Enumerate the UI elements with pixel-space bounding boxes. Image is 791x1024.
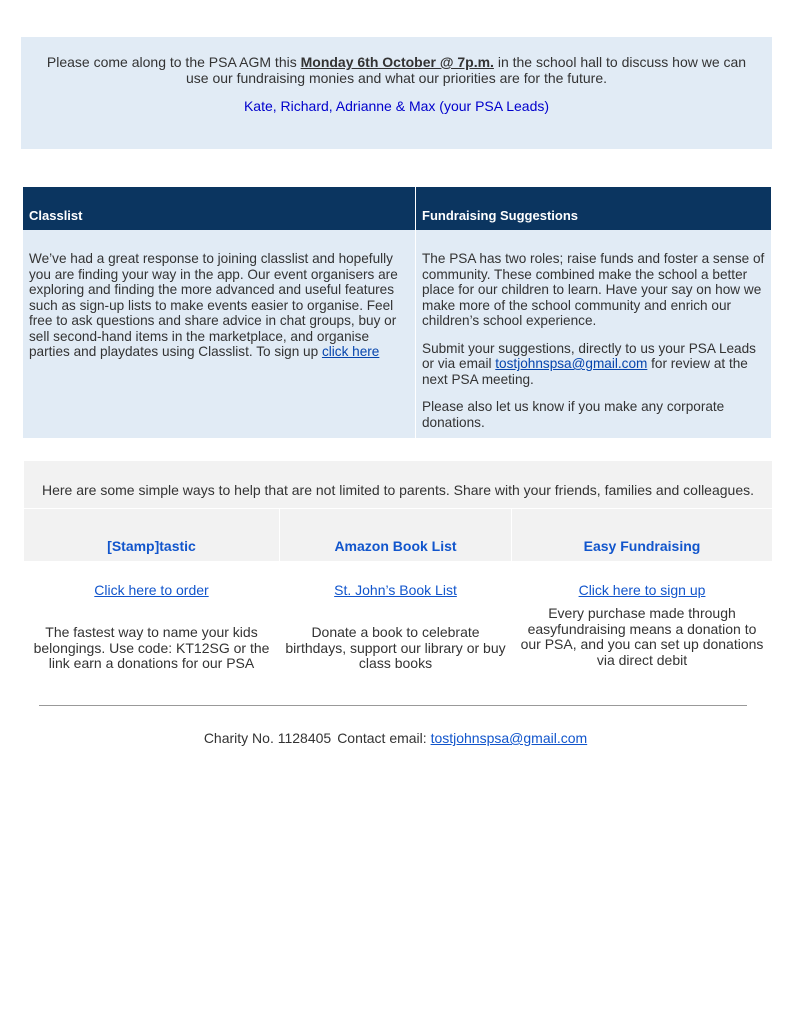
fundraising-body <box>416 230 771 438</box>
easyfundraising-title: Easy Fundraising <box>512 509 772 561</box>
footer-divider <box>39 705 747 706</box>
agm-notice <box>21 37 772 149</box>
fundraising-p2-before: Submit your suggestions, directly to us your PSA Leads or via email <box>422 340 756 371</box>
fundraising-p2-after: for review at the next PSA meeting. <box>422 356 748 387</box>
agm-text-before: Please come along to the PSA AGM this <box>46 54 301 70</box>
footer <box>0 730 791 746</box>
classlist-paragraph <box>29 251 409 360</box>
contact-label: Contact email: <box>337 730 431 746</box>
classlist-body <box>23 230 415 438</box>
fundraising-email-link[interactable]: tostjohnspsa@gmail.com <box>495 356 648 371</box>
agm-text-after: in the school hall to discuss how we can use our fundraising monies and what our priorities are for the future. <box>185 54 747 86</box>
footer-email-link[interactable]: tostjohnspsa@gmail.com <box>430 730 588 746</box>
agm-date: Monday 6th October @ 7p.m. <box>300 54 494 70</box>
amazon-description: Donate a book to celebrate birthdays, support our library or buy class books <box>285 624 506 671</box>
stamptastic-link-cell <box>24 561 279 619</box>
stamptastic-title: [Stamp]tastic <box>24 509 279 561</box>
easyfundraising-signup-link[interactable]: Click here to sign up <box>578 582 706 598</box>
easyfundraising-link-cell <box>512 561 772 606</box>
help-intro: Here are some simple ways to help that are not limited to parents. Share with your friends, families and colleagues. <box>24 461 772 508</box>
help-column-amazon <box>280 509 511 672</box>
classlist-text: We’ve had a great response to joining classlist and hopefully you are finding your way in the app. Our event organisers are exploring and finding the more advanced and useful features such as sign-up lists to make events easier to organise. Feel free to ask questions and share advice in chat groups, buy or sell second-hand items in the marketplace, and organise parties and playdates using Classlist. To sign up <box>29 251 398 359</box>
agm-signoff: Kate, Richard, Adrianne & Max (your PSA Leads) <box>243 98 550 114</box>
easyfundraising-description: Every purchase made through easyfundraising means a donation to our PSA, and you can set up donations via direct debit <box>520 605 764 668</box>
charity-number: Charity No. 1128405 <box>203 730 332 746</box>
amazon-book-list-link[interactable]: St. John’s Book List <box>334 582 457 598</box>
help-column-stamptastic <box>24 509 279 672</box>
classlist-signup-link[interactable]: click here <box>321 344 380 359</box>
fundraising-heading: Fundraising Suggestions <box>416 187 771 230</box>
amazon-link-cell <box>280 561 511 619</box>
fundraising-paragraph-2 <box>422 341 765 388</box>
stamptastic-description: The fastest way to name your kids belongings. Use code: KT12SG or the link earn a donations for our PSA <box>33 624 270 671</box>
stamptastic-order-link[interactable]: Click here to order <box>94 582 209 598</box>
info-table <box>23 187 771 438</box>
fundraising-paragraph-3: Please also let us know if you make any corporate donations. <box>422 399 725 430</box>
help-grid <box>24 509 772 672</box>
help-column-easyfundraising <box>512 509 772 672</box>
agm-message <box>45 55 748 86</box>
classlist-heading: Classlist <box>23 187 415 230</box>
fundraising-paragraph-1: The PSA has two roles; raise funds and foster a sense of community. These combined make the school a better place for our children to learn. Have your say on how we make more of the school community and enrich our children’s school experience. <box>422 251 765 328</box>
amazon-title: Amazon Book List <box>280 509 511 561</box>
